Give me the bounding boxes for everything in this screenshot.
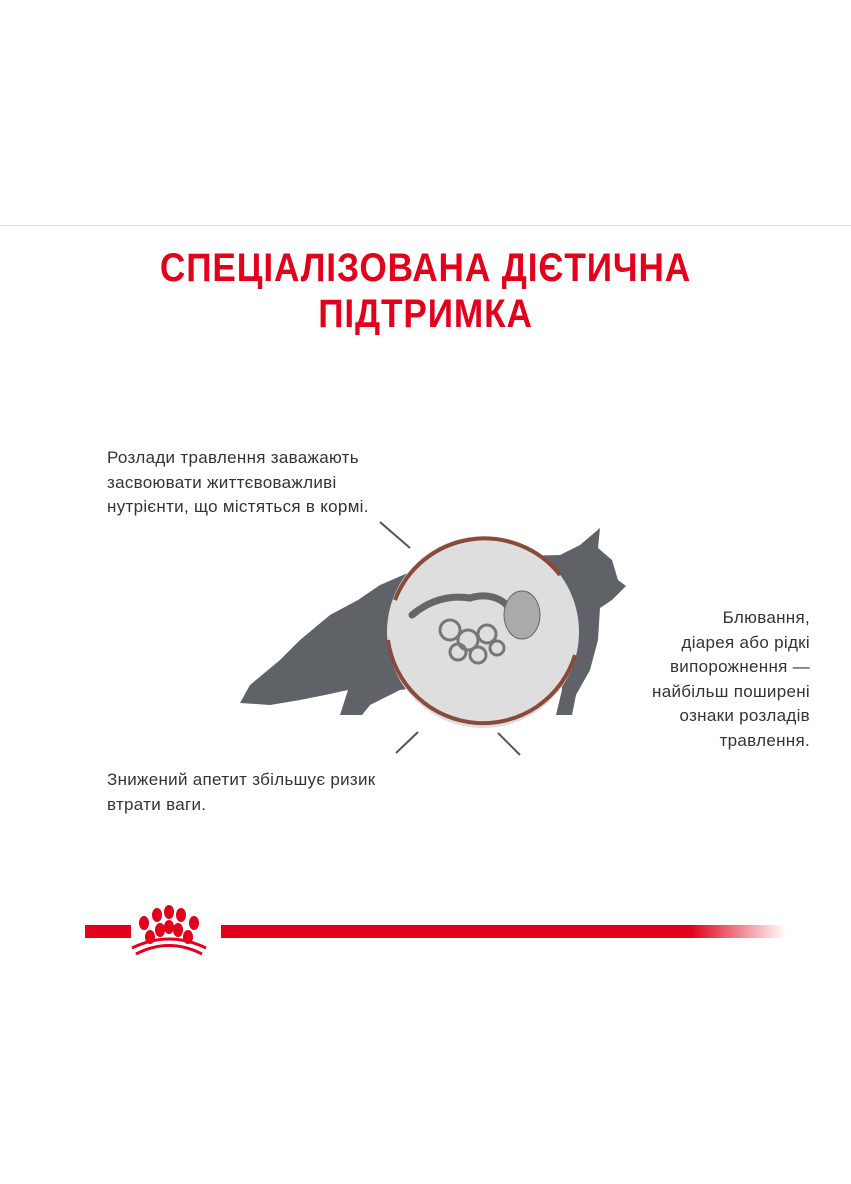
callout-line: найбільш поширені [652, 681, 810, 701]
title-line-1: СПЕЦІАЛІЗОВАНА ДІЄТИЧНА [159, 246, 692, 290]
callout-line: ознаки розладів [679, 706, 810, 725]
crown-logo-icon [132, 905, 206, 954]
callout-line: випорожнення — [669, 657, 810, 676]
callout-line: нутрієнти, що містяться в кормі. [107, 497, 369, 516]
callout-line: Блювання, [722, 608, 810, 627]
callout-line: Розлади травлення заважають [107, 448, 359, 467]
callout-line: травлення. [719, 730, 810, 750]
callout-line: діарея або рідкі [681, 632, 810, 652]
callout-line: засвоювати життєвоважливі [107, 472, 337, 492]
royal-canin-logo-bar [85, 905, 786, 954]
title-line-2: ПІДТРИМКА [318, 292, 533, 336]
digestive-system-magnifier [387, 536, 579, 728]
callout-line: втрати ваги. [107, 794, 207, 814]
callout-line: Знижений апетит збільшує ризик [107, 770, 376, 789]
